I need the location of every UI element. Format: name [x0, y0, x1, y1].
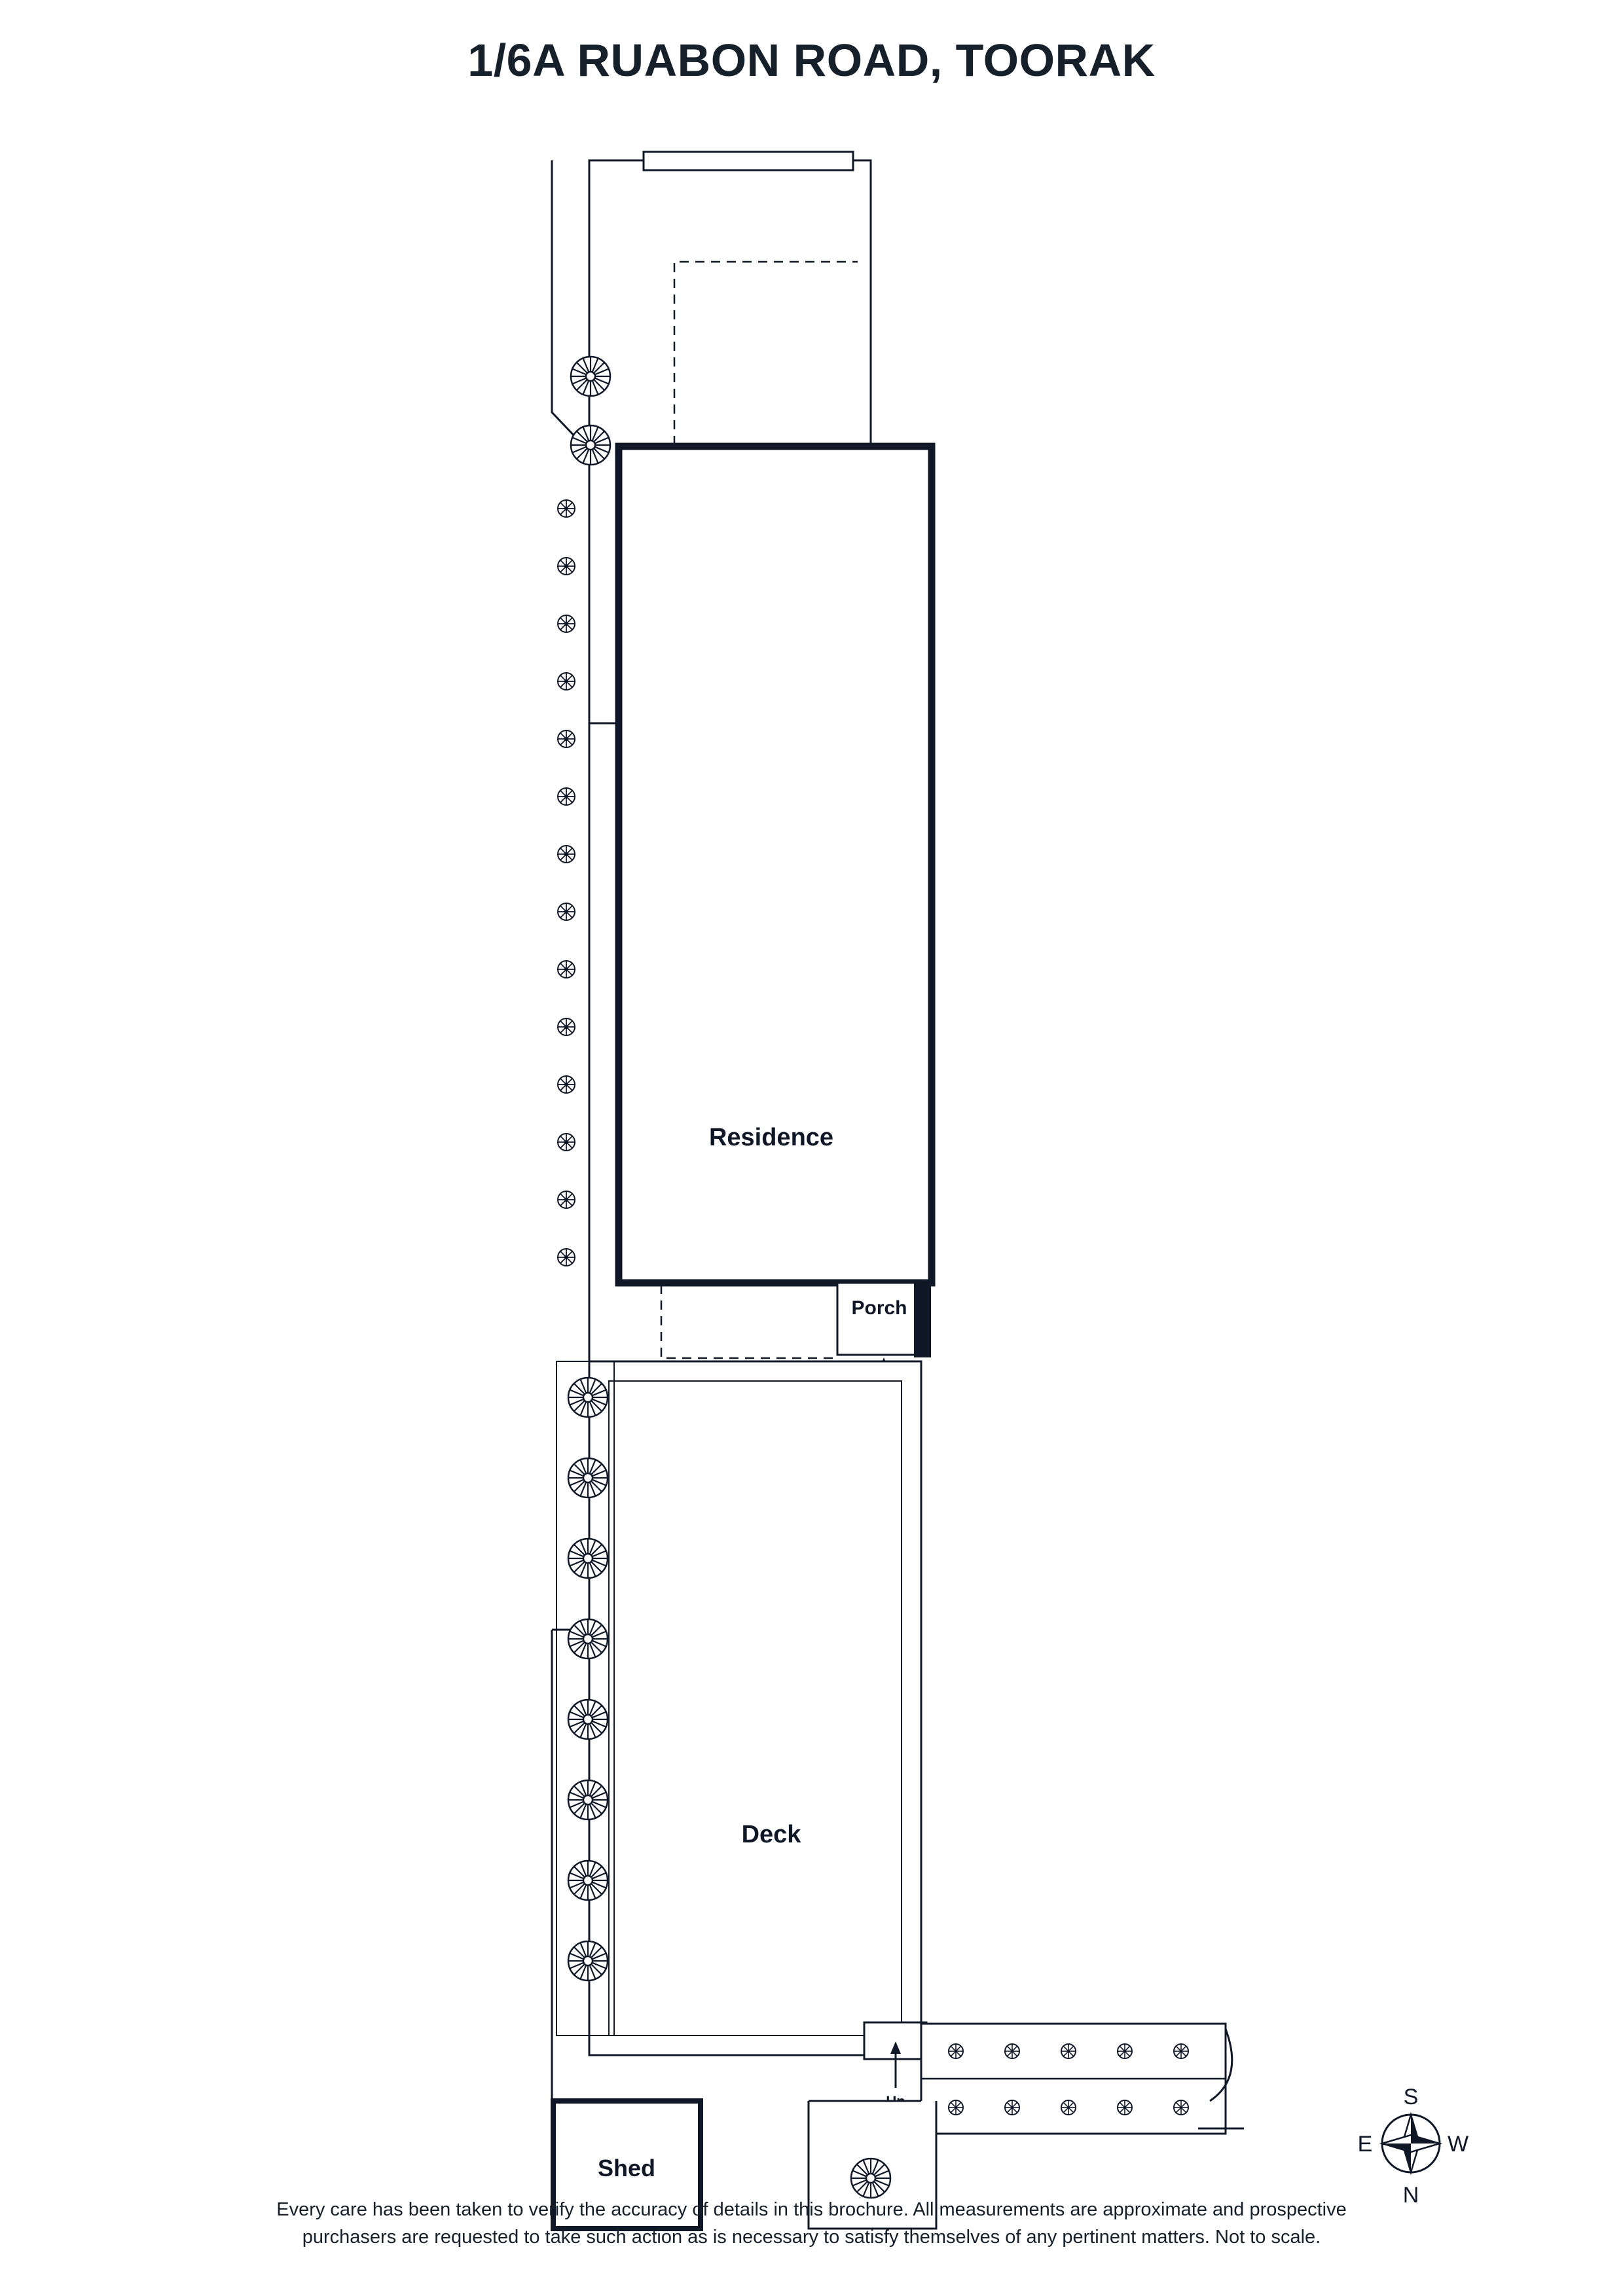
room-residence — [619, 446, 932, 1283]
compass-label-north: N — [1402, 2183, 1419, 2208]
page-title: 1/6A RUABON ROAD, TOORAK — [467, 35, 1156, 86]
paving-path — [921, 2024, 1244, 2134]
compass-label-west: W — [1447, 2132, 1469, 2157]
room-deck — [589, 1361, 926, 2109]
room-label-shed: Shed — [597, 2155, 656, 2181]
disclaimer-line-1: Every care has been taken to verify the accuracy of details in this brochure. All measurements are approximate and prospective — [276, 2199, 1347, 2220]
stair-marker-deck — [864, 2022, 926, 2109]
compass-label-south: S — [1403, 2085, 1419, 2109]
hedge-row-left — [558, 500, 575, 1266]
disclaimer — [0, 2196, 1623, 2251]
compass-rose — [1358, 2085, 1468, 2208]
room-label-deck: Deck — [741, 1821, 801, 1848]
room-label-porch: Porch — [851, 1297, 907, 1319]
disclaimer-line-2: purchasers are requested to take such action as is necessary to satisfy themselves of any pertinent matters. Not to scale. — [302, 2227, 1321, 2248]
compass-label-east: E — [1357, 2132, 1373, 2157]
site-plan — [0, 131, 1623, 2208]
room-label-residence: Residence — [708, 1124, 834, 1151]
tree-icon — [851, 2159, 890, 2198]
